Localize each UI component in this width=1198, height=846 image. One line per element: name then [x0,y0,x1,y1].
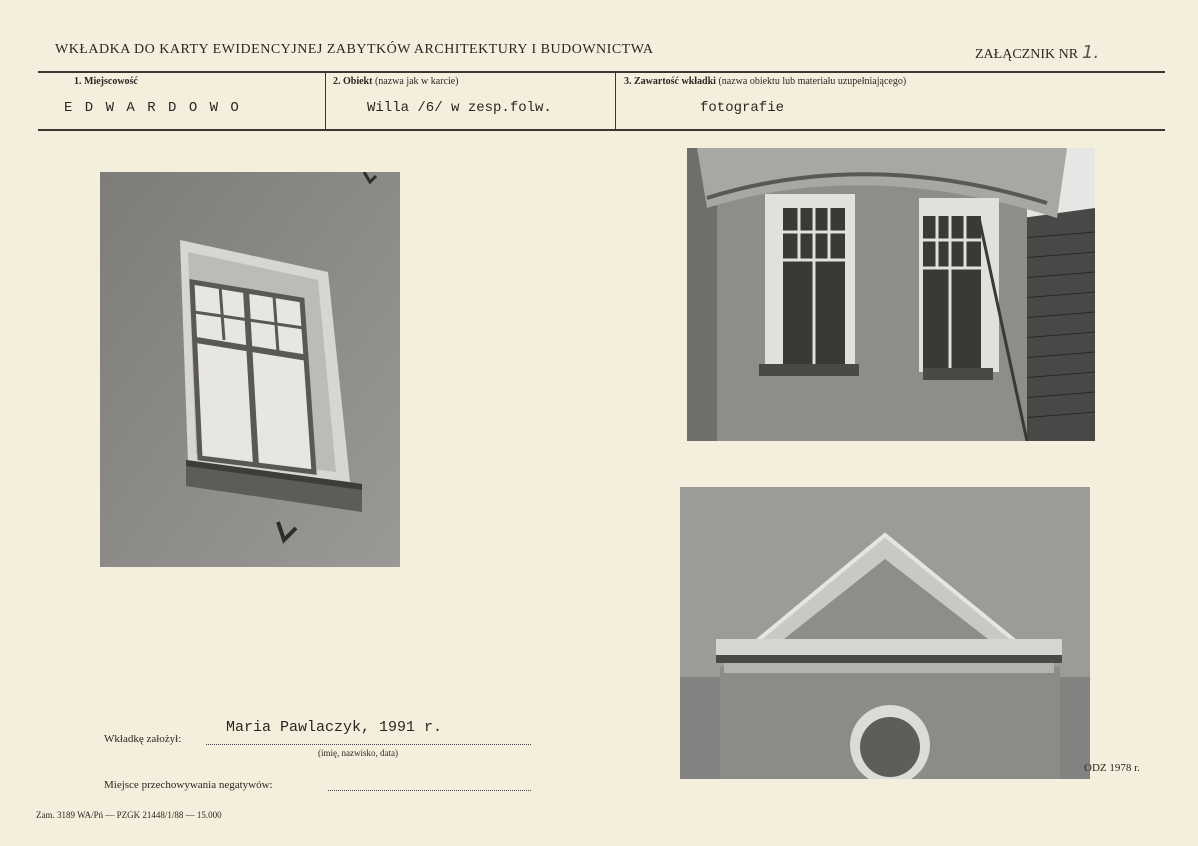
object-label [333,76,459,87]
print-info: Zam. 3189 WA/Pń — PZGK 21448/1/88 — 15.000 [36,810,222,820]
content-value: fotografie [700,100,785,116]
negatives-label: Miejsce przechowywania negatywów: [104,779,273,791]
content-label-text: 3. Zawartość wkładki [624,76,716,87]
annex-number-value: 1. [1082,42,1100,63]
field-divider-2 [615,73,616,129]
locality-label: 1. Miejscowość [74,76,138,87]
object-label-text: 2. Obiekt [333,76,373,87]
photo-pediment [680,487,1090,779]
photo-window-facade [100,172,400,567]
photo-pediment-image [680,487,1090,779]
object-value: Willa /6/ w zesp.folw. [367,100,552,116]
photo-tower-windows-image [687,148,1095,441]
annex-label: ZAŁĄCZNIK NR [975,47,1079,62]
header-rule-top [38,71,1165,73]
founder-value: Maria Pawlaczyk, 1991 r. [226,719,443,736]
header-rule-bottom [38,129,1165,131]
founder-label: Wkładkę założył: [104,733,182,745]
stamp-fragment: ODZ 1978 r. [1084,762,1140,774]
form-title: WKŁADKA DO KARTY EWIDENCYJNEJ ZABYTKÓW ARCHITEKTURY I BUDOWNICTWA [55,42,654,57]
locality-value: E D W A R D O W O [64,100,241,116]
photo-tower-windows [687,148,1095,441]
object-label-note: (nazwa jak w karcie) [374,76,459,87]
founder-note: (imię, nazwisko, data) [318,748,398,758]
annex-number [975,42,1099,63]
content-label [624,76,906,87]
negatives-line [328,790,531,791]
field-divider-1 [325,73,326,129]
founder-line [206,744,531,745]
photo-window-facade-image [100,172,400,567]
content-label-note: (nazwa obiektu lub materiału uzupełniającego) [718,76,907,87]
